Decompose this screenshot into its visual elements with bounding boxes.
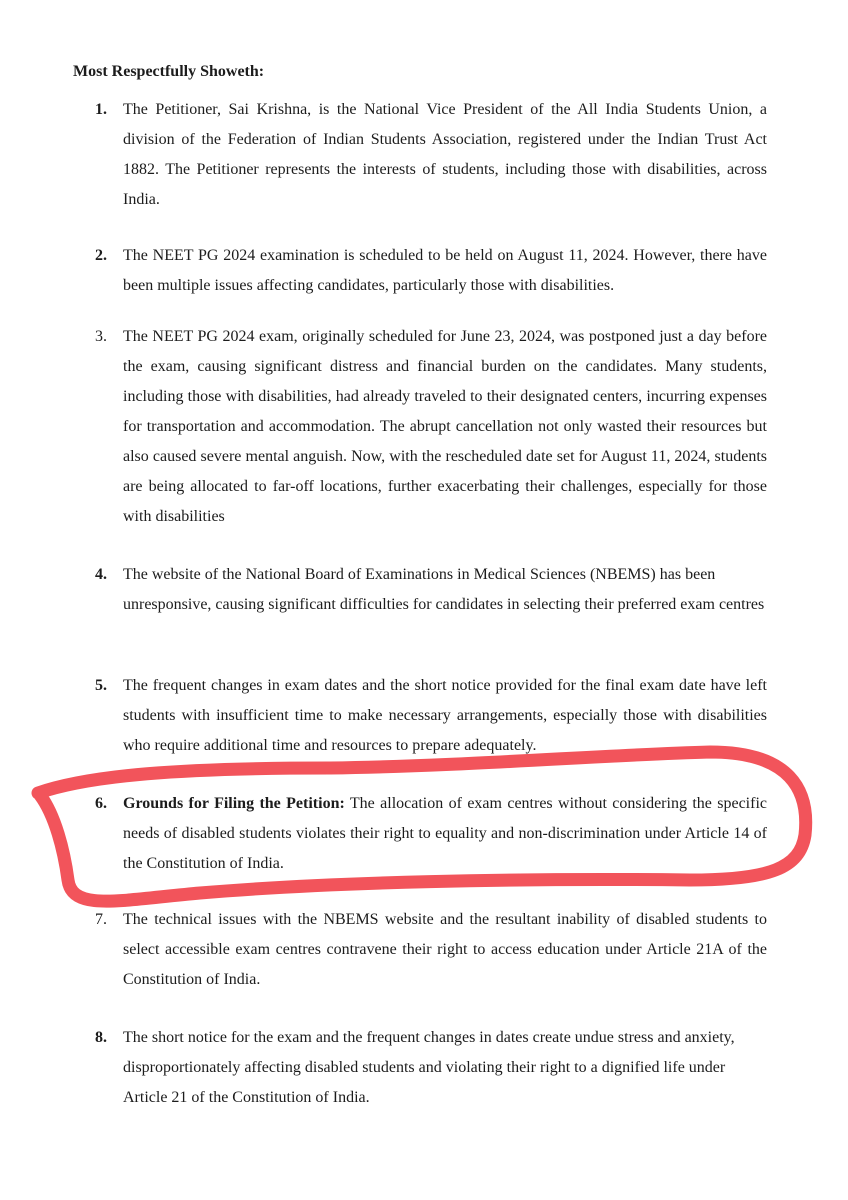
item-number: 7. bbox=[95, 911, 107, 928]
item-text: The technical issues with the NBEMS website and the resultant inability of disabled students to select accessible exam centres contravene their right to access education under Article 21A of the Constitution of India. bbox=[123, 911, 767, 988]
list-item-4 bbox=[95, 560, 767, 620]
item-body: The allocation of exam centres without considering the specific needs of disabled students violates their right to equality and non-discrimination under Article 14 of the Constitution of India. bbox=[123, 795, 767, 872]
item-number: 3. bbox=[95, 328, 107, 345]
item-number: 6. bbox=[95, 795, 107, 812]
item-number: 5. bbox=[95, 677, 107, 694]
list-item-6 bbox=[95, 789, 767, 879]
item-number: 8. bbox=[95, 1029, 107, 1046]
item-text: The frequent changes in exam dates and the short notice provided for the final exam date have left students with insufficient time to make necessary arrangements, especially those with disabilities who require additional time and resources to prepare adequately. bbox=[123, 677, 767, 754]
item-number: 2. bbox=[95, 247, 107, 264]
list-item-8 bbox=[95, 1023, 767, 1113]
list-item-1 bbox=[95, 95, 767, 215]
list-item-7 bbox=[95, 905, 767, 995]
section-heading: Most Respectfully Showeth: bbox=[73, 63, 265, 80]
item-number: 4. bbox=[95, 566, 107, 583]
item-number: 1. bbox=[95, 101, 107, 118]
item-text bbox=[123, 789, 767, 879]
item-bold-lead: Grounds for Filing the Petition: bbox=[123, 795, 345, 812]
list-item-2 bbox=[95, 241, 767, 301]
item-text: The NEET PG 2024 examination is scheduled to be held on August 11, 2024. However, there have been multiple issues affecting candidates, particularly those with disabilities. bbox=[123, 247, 767, 294]
item-text: The NEET PG 2024 exam, originally scheduled for June 23, 2024, was postponed just a day before the exam, causing significant distress and financial burden on the candidates. Many students, including those with disabilities, had already traveled to their designated centers, incurring expenses for transportation and accommodation. The abrupt cancellation not only wasted their resources but also caused severe mental anguish. Now, with the rescheduled date set for August 11, 2024, students are being allocated to far-off locations, further exacerbating their challenges, especially for those with disabilities bbox=[123, 328, 767, 525]
list-item-3 bbox=[95, 322, 767, 532]
item-text: The short notice for the exam and the frequent changes in dates create undue stress and anxiety, disproportionately affecting disabled students and violating their right to a dignified life under Article 21 of the Constitution of India. bbox=[123, 1029, 735, 1106]
list-item-5 bbox=[95, 671, 767, 761]
item-text: The website of the National Board of Examinations in Medical Sciences (NBEMS) has been unresponsive, causing significant difficulties for candidates in selecting their preferred exam centres bbox=[123, 566, 765, 613]
item-text: The Petitioner, Sai Krishna, is the National Vice President of the All India Students Union, a division of the Federation of Indian Students Association, registered under the Indian Trust Act 1882. The Petitioner represents the interests of students, including those with disabilities, across India. bbox=[123, 101, 767, 208]
